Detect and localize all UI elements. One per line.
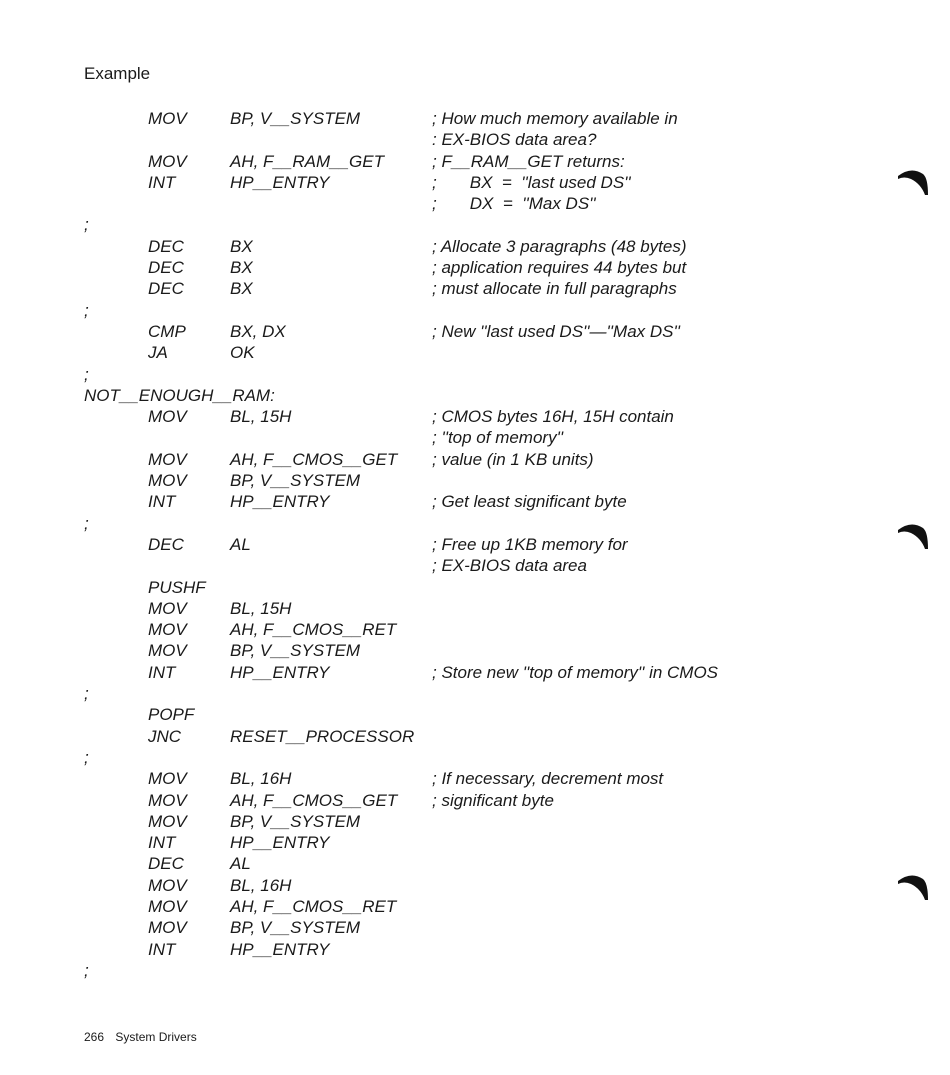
code-opcode: MOV: [148, 109, 187, 128]
code-operand: BX: [230, 236, 253, 256]
code-line: [84, 300, 804, 321]
code-operand: HP__ENTRY: [230, 492, 330, 512]
code-line: [84, 939, 804, 960]
code-line: [84, 108, 804, 129]
code-line: [84, 619, 804, 640]
code-opcode: MOV: [148, 769, 187, 789]
code-line: [84, 896, 804, 917]
page-footer: [84, 1030, 197, 1044]
code-operand: BL, 16H: [230, 875, 292, 895]
code-comment: ; must allocate in full paragraphs: [432, 279, 677, 299]
code-line: [84, 491, 804, 512]
code-line: [84, 151, 804, 172]
code-opcode: INT: [148, 662, 176, 682]
code-operand: AH, F__CMOS__GET: [230, 790, 398, 810]
code-opcode: DEC: [148, 854, 184, 874]
code-operand: AH, F__RAM__GET: [230, 151, 384, 171]
code-comment: ; BX = ''last used DS'': [432, 172, 631, 192]
code-operand: BP, V__SYSTEM: [230, 811, 361, 831]
code-comment: ; Allocate 3 paragraphs (48 bytes): [432, 236, 687, 256]
code-operand: BX: [230, 279, 253, 299]
code-line: [84, 534, 804, 555]
code-line: [84, 385, 804, 406]
code-operand: HP__ENTRY: [230, 939, 330, 959]
code-operand: AH, F__CMOS__RET: [230, 620, 397, 640]
code-label: ;: [84, 747, 89, 767]
code-label: ;: [84, 684, 89, 704]
code-line: [84, 640, 804, 661]
code-operand: AL: [230, 854, 251, 874]
code-comment: ; If necessary, decrement most: [432, 769, 664, 789]
code-opcode: JA: [148, 343, 168, 363]
code-opcode: DEC: [148, 236, 184, 256]
code-label: ;: [84, 300, 89, 320]
code-line: [84, 875, 804, 896]
binder-hole-mark-icon: [897, 873, 929, 901]
code-line: [84, 172, 804, 193]
code-line: [84, 917, 804, 938]
code-line: [84, 342, 804, 363]
code-opcode: MOV: [148, 449, 187, 469]
code-comment: : EX-BIOS data area?: [432, 130, 597, 150]
code-comment: ; EX-BIOS data area: [432, 556, 587, 576]
code-opcode: DEC: [148, 258, 184, 278]
code-operand: HP__ENTRY: [230, 172, 330, 192]
code-line: [84, 214, 804, 235]
code-line: [84, 768, 804, 789]
code-line: [84, 427, 804, 448]
code-opcode: MOV: [148, 407, 187, 427]
code-line: [84, 832, 804, 853]
code-operand: BP, V__SYSTEM: [230, 109, 361, 128]
code-line: [84, 598, 804, 619]
section-title: System Drivers: [115, 1030, 197, 1044]
code-line: [84, 513, 804, 534]
example-heading: Example: [84, 64, 151, 83]
code-opcode: MOV: [148, 918, 187, 938]
code-opcode: MOV: [148, 790, 187, 810]
code-comment: ; How much memory available in: [432, 109, 678, 128]
code-label: ;: [84, 513, 89, 533]
code-opcode: MOV: [148, 151, 187, 171]
code-comment: ; application requires 44 bytes but: [432, 258, 687, 278]
code-operand: BL, 15H: [230, 598, 292, 618]
code-operand: BX: [230, 258, 253, 278]
code-opcode: MOV: [148, 811, 187, 831]
code-opcode: CMP: [148, 321, 186, 341]
code-operand: BX, DX: [230, 321, 286, 341]
code-opcode: MOV: [148, 620, 187, 640]
code-comment: ; Free up 1KB memory for: [432, 534, 628, 554]
code-opcode: POPF: [148, 705, 195, 725]
code-operand: AL: [230, 534, 251, 554]
code-operand: BP, V__SYSTEM: [230, 641, 361, 661]
code-operand: AH, F__CMOS__RET: [230, 896, 397, 916]
code-comment: ; DX = ''Max DS'': [432, 194, 596, 214]
code-line: [84, 555, 804, 576]
code-line: [84, 662, 804, 683]
code-comment: ; Get least significant byte: [432, 492, 627, 512]
code-opcode: MOV: [148, 896, 187, 916]
code-operand: AH, F__CMOS__GET: [230, 449, 398, 469]
code-line: [84, 790, 804, 811]
code-operand: RESET__PROCESSOR: [230, 726, 415, 746]
code-opcode: PUSHF: [148, 577, 206, 597]
code-line: [84, 811, 804, 832]
code-line: [84, 747, 804, 768]
code-comment: ; significant byte: [432, 790, 554, 810]
code-line: [84, 960, 804, 981]
code-comment: ; ''top of memory'': [432, 428, 564, 448]
code-line: [84, 470, 804, 491]
code-opcode: DEC: [148, 534, 184, 554]
binder-hole-mark-icon: [897, 522, 929, 550]
code-comment: ; F__RAM__GET returns:: [432, 151, 625, 171]
code-line: [84, 577, 804, 598]
code-line: [84, 406, 804, 427]
code-comment: ; New ''last used DS''—''Max DS'': [432, 321, 680, 341]
code-opcode: MOV: [148, 641, 187, 661]
code-label: NOT__ENOUGH__RAM:: [84, 385, 275, 405]
code-operand: BL, 15H: [230, 407, 292, 427]
code-line: [84, 726, 804, 747]
assembly-code-listing: [84, 108, 804, 981]
code-opcode: INT: [148, 833, 176, 853]
binder-hole-mark-icon: [897, 168, 929, 196]
code-operand: OK: [230, 343, 255, 363]
code-line: [84, 193, 804, 214]
code-opcode: INT: [148, 939, 176, 959]
code-comment: ; CMOS bytes 16H, 15H contain: [432, 407, 674, 427]
code-operand: BP, V__SYSTEM: [230, 918, 361, 938]
code-operand: BL, 16H: [230, 769, 292, 789]
code-label: ;: [84, 364, 89, 384]
code-line: [84, 364, 804, 385]
code-opcode: INT: [148, 492, 176, 512]
code-opcode: DEC: [148, 279, 184, 299]
page-number: 266: [84, 1030, 105, 1044]
code-line: [84, 321, 804, 342]
code-line: [84, 449, 804, 470]
code-label: ;: [84, 215, 89, 235]
code-label: ;: [84, 960, 89, 980]
code-line: [84, 704, 804, 725]
code-opcode: MOV: [148, 471, 187, 491]
code-operand: HP__ENTRY: [230, 662, 330, 682]
code-line: [84, 129, 804, 150]
code-line: [84, 853, 804, 874]
code-opcode: MOV: [148, 875, 187, 895]
code-opcode: INT: [148, 172, 176, 192]
code-comment: ; value (in 1 KB units): [432, 449, 594, 469]
code-line: [84, 257, 804, 278]
code-operand: BP, V__SYSTEM: [230, 471, 361, 491]
code-line: [84, 236, 804, 257]
code-line: [84, 278, 804, 299]
code-opcode: MOV: [148, 598, 187, 618]
code-operand: HP__ENTRY: [230, 833, 330, 853]
code-comment: ; Store new ''top of memory'' in CMOS: [432, 662, 719, 682]
code-line: [84, 683, 804, 704]
code-opcode: JNC: [148, 726, 182, 746]
